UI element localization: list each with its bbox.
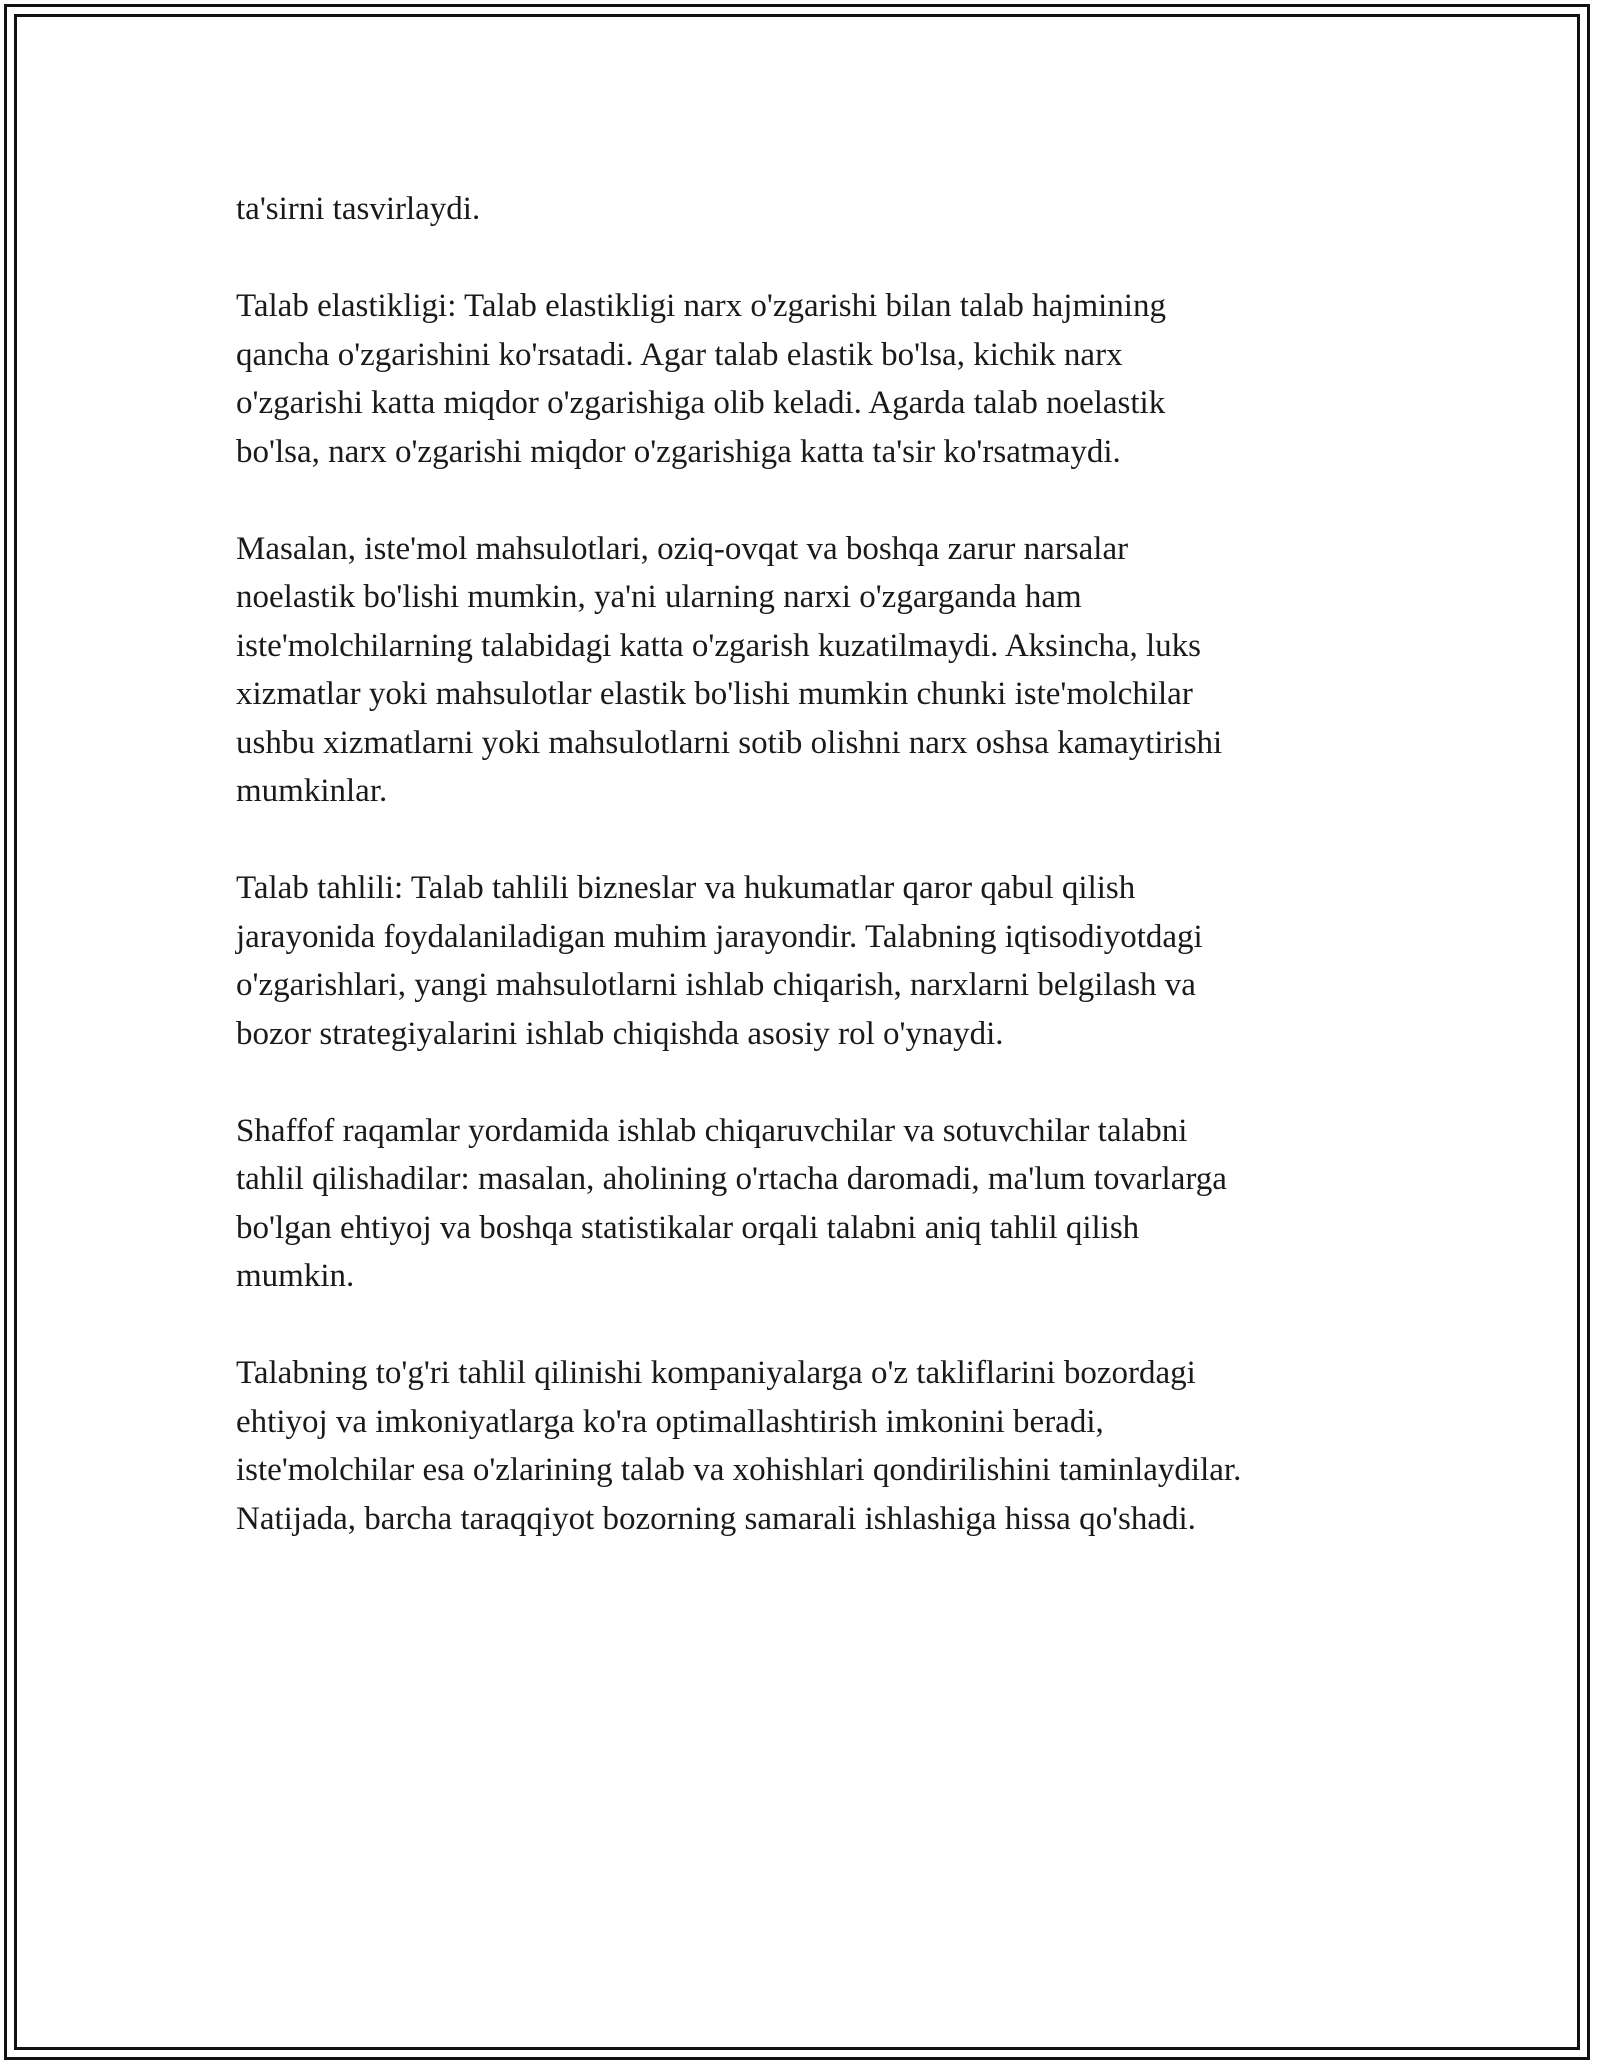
paragraph-demand-elasticity <box>236 282 1376 476</box>
text-line: Talab tahlili: Talab tahlili bizneslar va hukumatlar qaror qabul qilish <box>236 870 1136 906</box>
text-line: ushbu xizmatlarni yoki mahsulotlarni sotib olishni narx oshsa kamaytirishi <box>236 724 1223 761</box>
text-line: Masalan, iste'mol mahsulotlari, oziq-ovqat va boshqa zarur narsalar <box>236 530 1129 567</box>
text-line: Natijada, barcha taraqqiyot bozorning samarali ishlashiga hissa qo'shadi. <box>236 1500 1196 1537</box>
text-line: tahlil qilishadilar: masalan, aholining o'rtacha daromadi, ma'lum tovarlarga <box>236 1161 1227 1197</box>
text-line: mumkinlar. <box>236 773 388 809</box>
text-line: Talab elastikligi: Talab elastikligi narx o'zgarishi bilan talab hajmining <box>236 288 1166 324</box>
text-line: Talabning to'g'ri tahlil qilinishi kompaniyalarga o'z takliflarini bozordagi <box>236 1355 1196 1391</box>
text-line: mumkin. <box>236 1258 355 1294</box>
text-line: iste'molchilar esa o'zlarining talab va xohishlari qondirilishini taminlaydilar. <box>236 1452 1242 1488</box>
paragraph-demand-analysis <box>236 864 1376 1058</box>
text-line: iste'molchilarning talabidagi katta o'zgarish kuzatilmaydi. Aksincha, luks <box>236 627 1201 664</box>
paragraph-continuation <box>236 185 1376 234</box>
text-line: o'zgarishi katta miqdor o'zgarishiga olib keladi. Agarda talab noelastik <box>236 385 1166 421</box>
paragraph-transparent-figures <box>236 1107 1376 1301</box>
text-line: jarayonida foydalaniladigan muhim jarayondir. Talabning iqtisodiyotdagi <box>236 918 1203 955</box>
text-line: noelastik bo'lishi mumkin, ya'ni ularning narxi o'zgarganda ham <box>236 579 1082 615</box>
text-line: Shaffof raqamlar yordamida ishlab chiqaruvchilar va sotuvchilar talabni <box>236 1112 1188 1149</box>
text-line: bo'lsa, narx o'zgarishi miqdor o'zgarishiga katta ta'sir ko'rsatmaydi. <box>236 433 1121 470</box>
text-line: bo'lgan ehtiyoj va boshqa statistikalar orqali talabni aniq tahlil qilish <box>236 1209 1140 1246</box>
text-line: xizmatlar yoki mahsulotlar elastik bo'lishi mumkin chunki iste'molchilar <box>236 676 1193 712</box>
text-line: bozor strategiyalarini ishlab chiqishda asosiy rol o'ynaydi. <box>236 1015 1004 1052</box>
paragraph-examples <box>236 525 1376 816</box>
paragraph-conclusion <box>236 1349 1376 1543</box>
document-body <box>236 185 1376 1592</box>
text-line: qancha o'zgarishini ko'rsatadi. Agar talab elastik bo'lsa, kichik narx <box>236 336 1123 373</box>
text-line: ta'sirni tasvirlaydi. <box>236 191 481 227</box>
text-line: ehtiyoj va imkoniyatlarga ko'ra optimallashtirish imkonini beradi, <box>236 1403 1104 1440</box>
text-line: o'zgarishlari, yangi mahsulotlarni ishlab chiqarish, narxlarni belgilash va <box>236 967 1196 1003</box>
